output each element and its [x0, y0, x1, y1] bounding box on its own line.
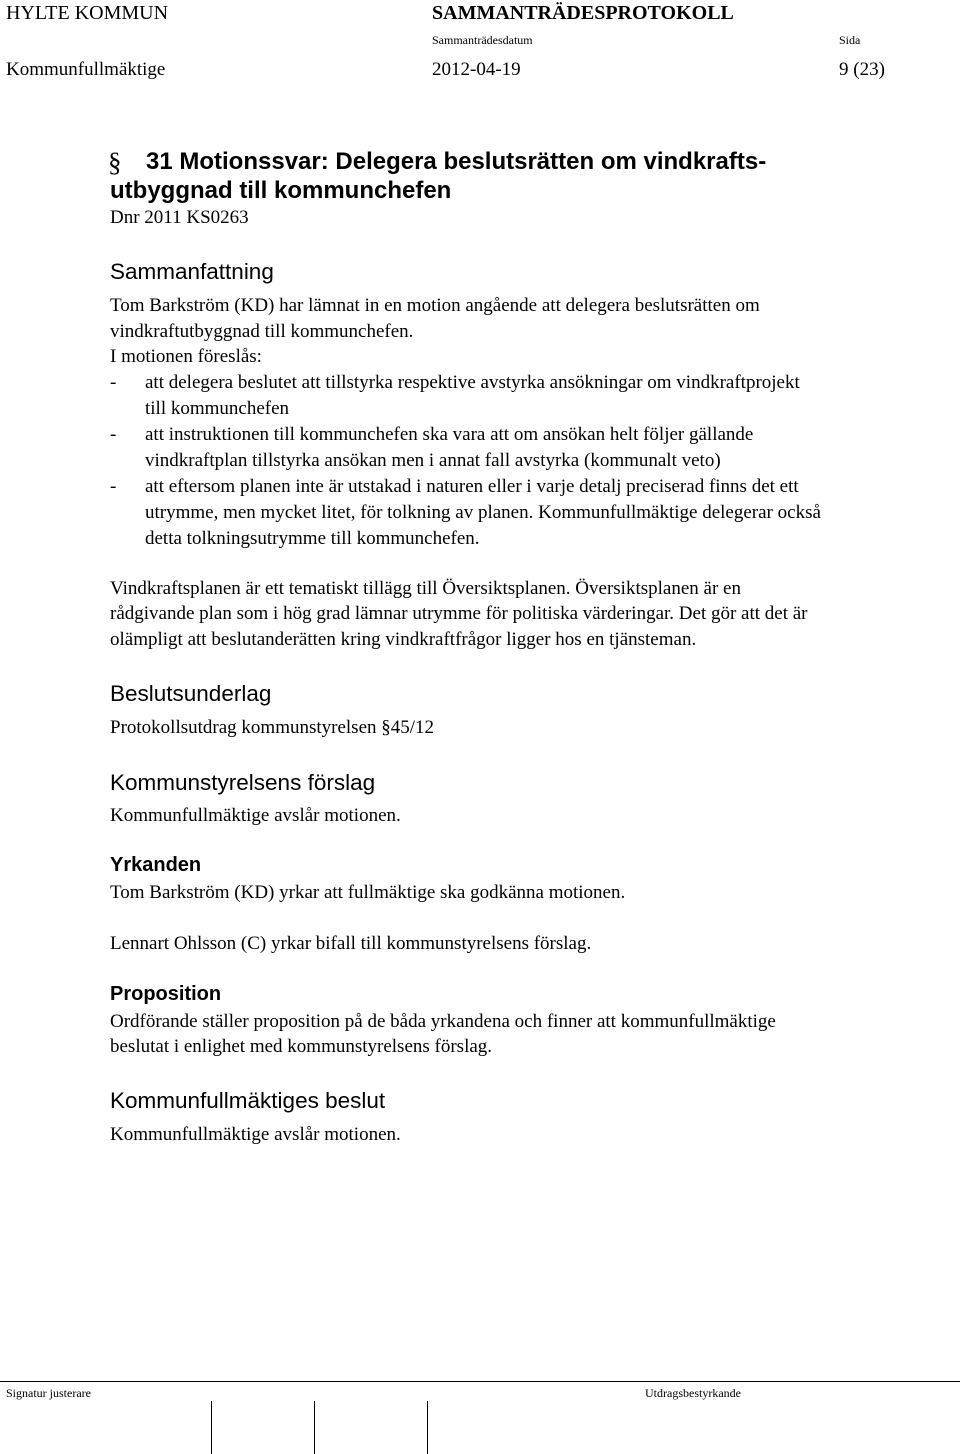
bullet-dash: - — [110, 372, 117, 393]
doc-type: SAMMANTRÄDESPROTOKOLL — [432, 2, 734, 24]
bullet-dash: - — [110, 424, 117, 445]
org-name: HYLTE KOMMUN — [6, 2, 169, 24]
utdragsbestyrkande-label: Utdragsbestyrkande — [645, 1386, 741, 1400]
meeting-body: Kommunfullmäktige — [6, 59, 166, 80]
yrkande-1: Tom Barkström (KD) yrkar att fullmäktige ska godkänna motionen. — [110, 882, 626, 903]
heading-beslutsunderlag: Beslutsunderlag — [110, 681, 272, 706]
ks-forslag-text: Kommunfullmäktige avslår motionen. — [110, 805, 401, 826]
bullet-dash: - — [110, 476, 117, 497]
beslutsunderlag-text: Protokollsutdrag kommunstyrelsen §45/12 — [110, 717, 435, 738]
vindkraft-para-line3: olämpligt att beslutanderätten kring vindkraftfrågor ligger hos en tjänsteman. — [110, 629, 697, 650]
heading-proposition: Proposition — [110, 983, 222, 1005]
signature-box-divider — [427, 1401, 428, 1454]
heading-ks-forslag: Kommunstyrelsens förslag — [110, 770, 376, 795]
sammanfattning-line2: vindkraftutbyggnad till kommunchefen. — [110, 321, 414, 342]
signature-box-divider — [314, 1401, 315, 1454]
bullet-text: att instruktionen till kommunchefen ska vara att om ansökan helt följer gällande vindkraftplan tillstyrka ansökan men i annat fall avstyrka (kommunalt veto) — [145, 424, 754, 471]
proposition-line2: beslutat i enlighet med kommunstyrelsens förslag. — [110, 1036, 493, 1057]
signature-box-divider — [211, 1401, 212, 1454]
item-title-line1: 31 Motionssvar: Delegera beslutsrätten om vindkrafts- — [146, 148, 767, 175]
signatur-justerare-label: Signatur justerare — [6, 1386, 91, 1400]
page-label: Sida — [839, 33, 861, 47]
item-title-line2: utbyggnad till kommunchefen — [110, 177, 452, 204]
vindkraft-para-line2: rådgivande plan som i hög grad lämnar utrymme för politiska värderingar. Det gör att det är — [110, 603, 808, 624]
footer-divider — [0, 1381, 960, 1382]
bullet-text: att delegera beslutet att tillstyrka respektive avstyrka ansökningar om vindkraftprojekt till kommunchefen — [145, 372, 800, 419]
kf-beslut-text: Kommunfullmäktige avslår motionen. — [110, 1124, 401, 1145]
date-label: Sammanträdesdatum — [432, 33, 533, 47]
heading-sammanfattning: Sammanfattning — [110, 259, 274, 284]
section-sign: § — [108, 147, 122, 177]
yrkande-2: Lennart Ohlsson (C) yrkar bifall till kommunstyrelsens förslag. — [110, 933, 592, 954]
heading-yrkanden: Yrkanden — [110, 854, 202, 876]
dnr: Dnr 2011 KS0263 — [110, 207, 249, 228]
page-number: 9 (23) — [839, 59, 885, 80]
vindkraft-para-line1: Vindkraftsplanen är ett tematiskt tillägg till Översiktsplanen. Översiktsplanen är en — [110, 578, 741, 599]
sammanfattning-line1: Tom Barkström (KD) har lämnat in en motion angående att delegera beslutsrätten om — [110, 295, 760, 316]
motion-intro: I motionen föreslås: — [110, 346, 262, 367]
meeting-date: 2012-04-19 — [432, 59, 521, 80]
bullet-text: att eftersom planen inte är utstakad i naturen eller i varje detalj preciserad finns det ett utrymme, men mycket litet, för tolkning av planen. Kommunfullmäktige delegerar också detta tolkningsutrymme till kommunchefen. — [145, 476, 821, 549]
proposition-line1: Ordförande ställer proposition på de båda yrkandena och finner att kommunfullmäktige — [110, 1011, 776, 1032]
heading-kf-beslut: Kommunfullmäktiges beslut — [110, 1088, 386, 1113]
